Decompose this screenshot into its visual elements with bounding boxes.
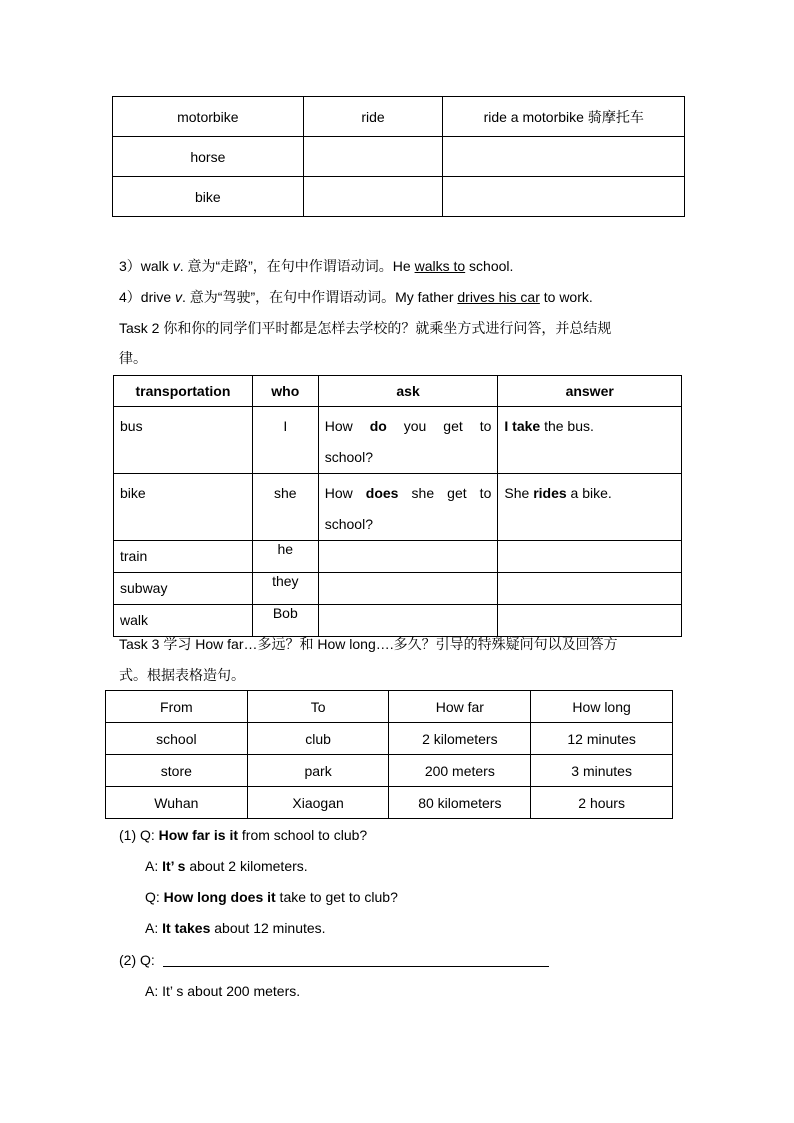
table-row (113, 177, 685, 217)
table-cell (303, 137, 443, 177)
header-cell: To (247, 691, 389, 723)
answer-text: She (504, 485, 534, 501)
table-cell: 12 minutes (531, 723, 673, 755)
ask-text: you get to (386, 418, 492, 434)
q1b-answer (145, 918, 326, 938)
q2-answer: A: It’ s about 200 meters. (145, 983, 301, 999)
note-italic: v (172, 258, 180, 274)
table-row (114, 541, 682, 573)
note-underlined: drives his car (457, 289, 540, 305)
table-cell (303, 177, 443, 217)
header-cell: ask (318, 376, 498, 407)
ask-line (325, 411, 492, 442)
header-cell: answer (498, 376, 682, 407)
table-cell: Wuhan (106, 787, 248, 819)
table-row (106, 755, 673, 787)
task3-heading: Task 3 学习 How far…多远？和 How long….多久？引导的特殊疑问句以及回答方 (119, 636, 618, 652)
table-cell (318, 407, 498, 474)
table-cell (498, 407, 682, 474)
qa-text: take to get to club? (275, 889, 398, 905)
table-cell: subway (114, 573, 253, 605)
note-text: school. (465, 258, 514, 274)
table-cell (443, 137, 685, 177)
table-row (114, 605, 682, 637)
ask-text: How (324, 485, 366, 501)
table-cell: she (252, 474, 318, 541)
table-cell: 2 kilometers (389, 723, 531, 755)
table-row (113, 97, 685, 137)
table-cell: horse (113, 137, 304, 177)
table-cell (498, 474, 682, 541)
table-cell: bike (114, 474, 253, 541)
answer-text: a bike. (566, 485, 612, 501)
table-cell: motorbike (113, 97, 304, 137)
table-row (106, 723, 673, 755)
table-cell: store (106, 755, 248, 787)
transport-table (113, 375, 682, 637)
vocab-table (112, 96, 685, 217)
table-cell: bus (114, 407, 253, 474)
qa-text: from school to club? (238, 827, 368, 843)
table-row (114, 573, 682, 605)
table-cell (318, 605, 498, 637)
table-cell: I (252, 407, 318, 474)
table-cell (498, 573, 682, 605)
table-cell: 200 meters (389, 755, 531, 787)
table-cell (443, 177, 685, 217)
q1-answer (145, 856, 308, 876)
qa-bold: It takes (162, 920, 211, 936)
answer-bold: rides (533, 485, 567, 501)
note-text: to work. (539, 289, 593, 305)
table-row (113, 137, 685, 177)
table-cell: club (247, 723, 389, 755)
q1-question (119, 825, 367, 845)
qa-bold: How long does it (163, 889, 276, 905)
table-header-row (114, 376, 682, 407)
table-cell (318, 541, 498, 573)
table-cell (318, 573, 498, 605)
ask-bold: do (369, 418, 387, 434)
distance-table (105, 690, 673, 819)
task3-heading-cont: 式。根据表格造句。 (119, 667, 245, 683)
qa-bold: How far is it (158, 827, 239, 843)
table-row (106, 787, 673, 819)
table-cell: ride (303, 97, 443, 137)
answer-bold: I take (504, 418, 541, 434)
header-cell: How far (389, 691, 531, 723)
header-cell: who (252, 376, 318, 407)
table-cell (498, 541, 682, 573)
q2-question: (2) Q: (119, 952, 155, 968)
table-cell: walk (114, 605, 253, 637)
note-text: . 意为“走路”，在句中作谓语动词。He (179, 258, 415, 274)
header-cell: From (106, 691, 248, 723)
table-cell: park (247, 755, 389, 787)
header-cell: transportation (114, 376, 253, 407)
table-cell: bike (113, 177, 304, 217)
ask-text: she get to (398, 485, 492, 501)
table-cell: school (106, 723, 248, 755)
answer-blank-line[interactable] (163, 966, 549, 967)
task2-heading: Task 2 你和你的同学们平时都是怎样去学校的？就乘坐方式进行问答，并总结规 (119, 320, 612, 336)
ask-text: How (324, 418, 370, 434)
ask-line-2: school? (324, 449, 373, 465)
table-header-row (106, 691, 673, 723)
table-cell: train (114, 541, 253, 573)
qa-text: A: (145, 858, 163, 874)
qa-text: about 2 kilometers. (185, 858, 308, 874)
table-cell: 80 kilometers (389, 787, 531, 819)
qa-text: about 12 minutes. (210, 920, 326, 936)
table-cell: they (252, 573, 318, 605)
header-cell: How long (531, 691, 673, 723)
note-italic: v (175, 289, 183, 305)
table-cell: ride a motorbike 骑摩托车 (443, 97, 685, 137)
table-cell: 2 hours (531, 787, 673, 819)
qa-text: A: (145, 920, 163, 936)
table-cell (498, 605, 682, 637)
table-cell: Bob (252, 605, 318, 637)
note-drive (119, 287, 593, 307)
qa-bold: It’ s (162, 858, 186, 874)
note-walk (119, 256, 513, 276)
q1b-question (145, 887, 398, 907)
qa-text: Q: (145, 889, 164, 905)
table-cell (318, 474, 498, 541)
note-text: 3）walk (119, 258, 173, 274)
table-cell: he (252, 541, 318, 573)
task2-heading-cont: 律。 (119, 350, 147, 366)
table-row (114, 474, 682, 541)
table-cell: Xiaogan (247, 787, 389, 819)
answer-text: the bus. (540, 418, 594, 434)
note-text: 4）drive (119, 289, 176, 305)
table-cell: 3 minutes (531, 755, 673, 787)
note-underlined: walks to (414, 258, 466, 274)
ask-line (325, 478, 492, 509)
table-row (114, 407, 682, 474)
note-text: . 意为“驾驶”，在句中作谓语动词。My father (182, 289, 458, 305)
qa-text: (1) Q: (119, 827, 159, 843)
ask-bold: does (365, 485, 399, 501)
ask-line-2: school? (324, 516, 373, 532)
